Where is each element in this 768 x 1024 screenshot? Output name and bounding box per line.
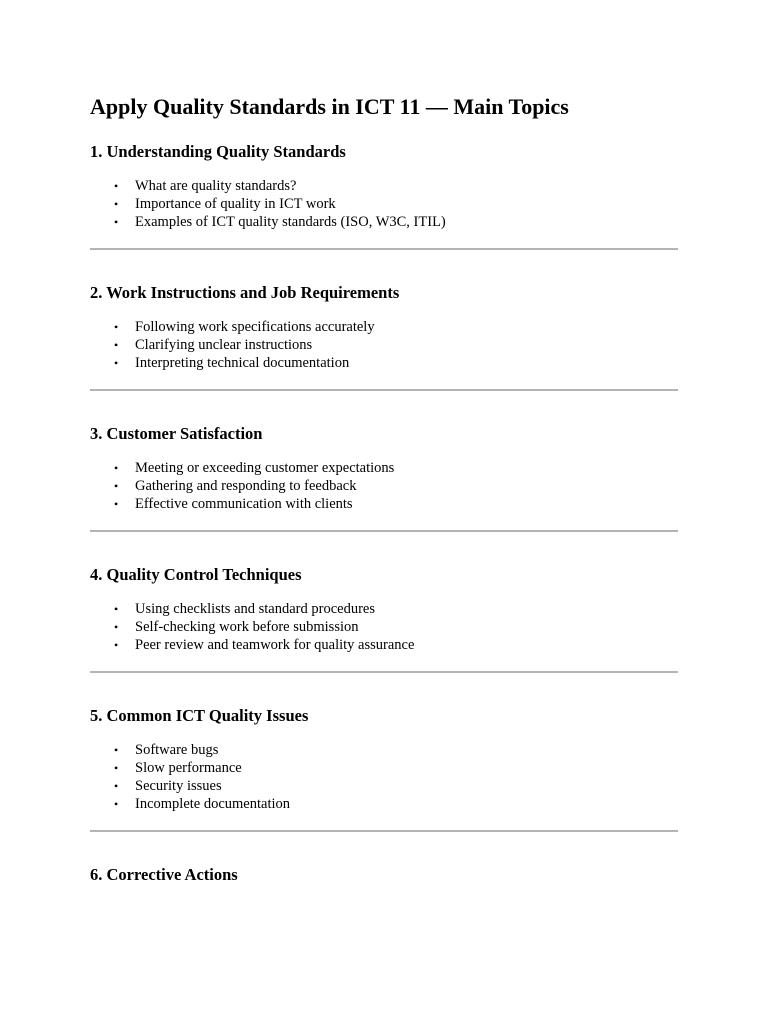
list-item-text: Clarifying unclear instructions — [135, 337, 313, 353]
list-item — [90, 636, 678, 654]
bullet-icon: • — [114, 479, 119, 493]
list-item — [90, 495, 678, 513]
list-item-text: Meeting or exceeding customer expectations — [135, 460, 395, 476]
section-3 — [90, 423, 678, 532]
bullet-icon: • — [114, 197, 119, 211]
list-item-text: What are quality standards? — [135, 178, 297, 194]
section-heading: 1. Understanding Quality Standards — [90, 142, 346, 161]
bullet-icon: • — [114, 461, 119, 475]
section-5 — [90, 705, 678, 832]
list-item — [90, 336, 678, 354]
list-item — [90, 741, 678, 759]
bullet-icon: • — [114, 179, 119, 193]
list-item-text: Security issues — [135, 778, 222, 794]
page-title: Apply Quality Standards in ICT 11 — Main Topics — [90, 94, 569, 119]
list-item-text: Self-checking work before submission — [135, 619, 359, 635]
section-divider — [90, 389, 678, 391]
list-item — [90, 459, 678, 477]
list-item — [90, 759, 678, 777]
bullet-icon: • — [114, 602, 119, 616]
list-item — [90, 795, 678, 813]
list-item-text: Incomplete documentation — [135, 796, 291, 812]
list-item — [90, 777, 678, 795]
section-divider — [90, 248, 678, 250]
bullet-list — [90, 741, 678, 813]
section-heading: 6. Corrective Actions — [90, 865, 238, 884]
section-6 — [90, 864, 678, 886]
list-item-text: Interpreting technical documentation — [135, 355, 350, 371]
bullet-icon: • — [114, 638, 119, 652]
list-item — [90, 477, 678, 495]
list-item — [90, 177, 678, 195]
bullet-icon: • — [114, 761, 119, 775]
list-item — [90, 195, 678, 213]
bullet-icon: • — [114, 779, 119, 793]
bullet-icon: • — [114, 743, 119, 757]
list-item — [90, 618, 678, 636]
bullet-list — [90, 600, 678, 654]
bullet-icon: • — [114, 215, 119, 229]
bullet-icon: • — [114, 356, 119, 370]
section-heading: 2. Work Instructions and Job Requirements — [90, 283, 400, 302]
list-item-text: Slow performance — [135, 760, 242, 776]
section-divider — [90, 671, 678, 673]
bullet-list — [90, 459, 678, 513]
bullet-icon: • — [114, 620, 119, 634]
section-heading: 3. Customer Satisfaction — [90, 424, 263, 443]
bullet-icon: • — [114, 338, 119, 352]
section-2 — [90, 282, 678, 391]
list-item-text: Following work specifications accurately — [135, 319, 375, 335]
list-item-text: Importance of quality in ICT work — [135, 196, 336, 212]
list-item-text: Peer review and teamwork for quality assurance — [135, 637, 415, 653]
list-item — [90, 318, 678, 336]
bullet-list — [90, 318, 678, 372]
sections-container — [90, 141, 678, 886]
section-divider — [90, 530, 678, 532]
section-heading: 5. Common ICT Quality Issues — [90, 706, 309, 725]
document-page — [90, 92, 678, 886]
list-item-text: Gathering and responding to feedback — [135, 478, 357, 494]
section-1 — [90, 141, 678, 250]
list-item-text: Software bugs — [135, 742, 219, 758]
bullet-icon: • — [114, 320, 119, 334]
list-item-text: Examples of ICT quality standards (ISO, W3C, ITIL) — [135, 214, 446, 230]
section-heading: 4. Quality Control Techniques — [90, 565, 302, 584]
list-item — [90, 600, 678, 618]
list-item — [90, 213, 678, 231]
list-item — [90, 354, 678, 372]
list-item-text: Effective communication with clients — [135, 496, 353, 512]
list-item-text: Using checklists and standard procedures — [135, 601, 375, 617]
bullet-icon: • — [114, 497, 119, 511]
section-4 — [90, 564, 678, 673]
section-divider — [90, 830, 678, 832]
bullet-icon: • — [114, 797, 119, 811]
bullet-list — [90, 177, 678, 231]
